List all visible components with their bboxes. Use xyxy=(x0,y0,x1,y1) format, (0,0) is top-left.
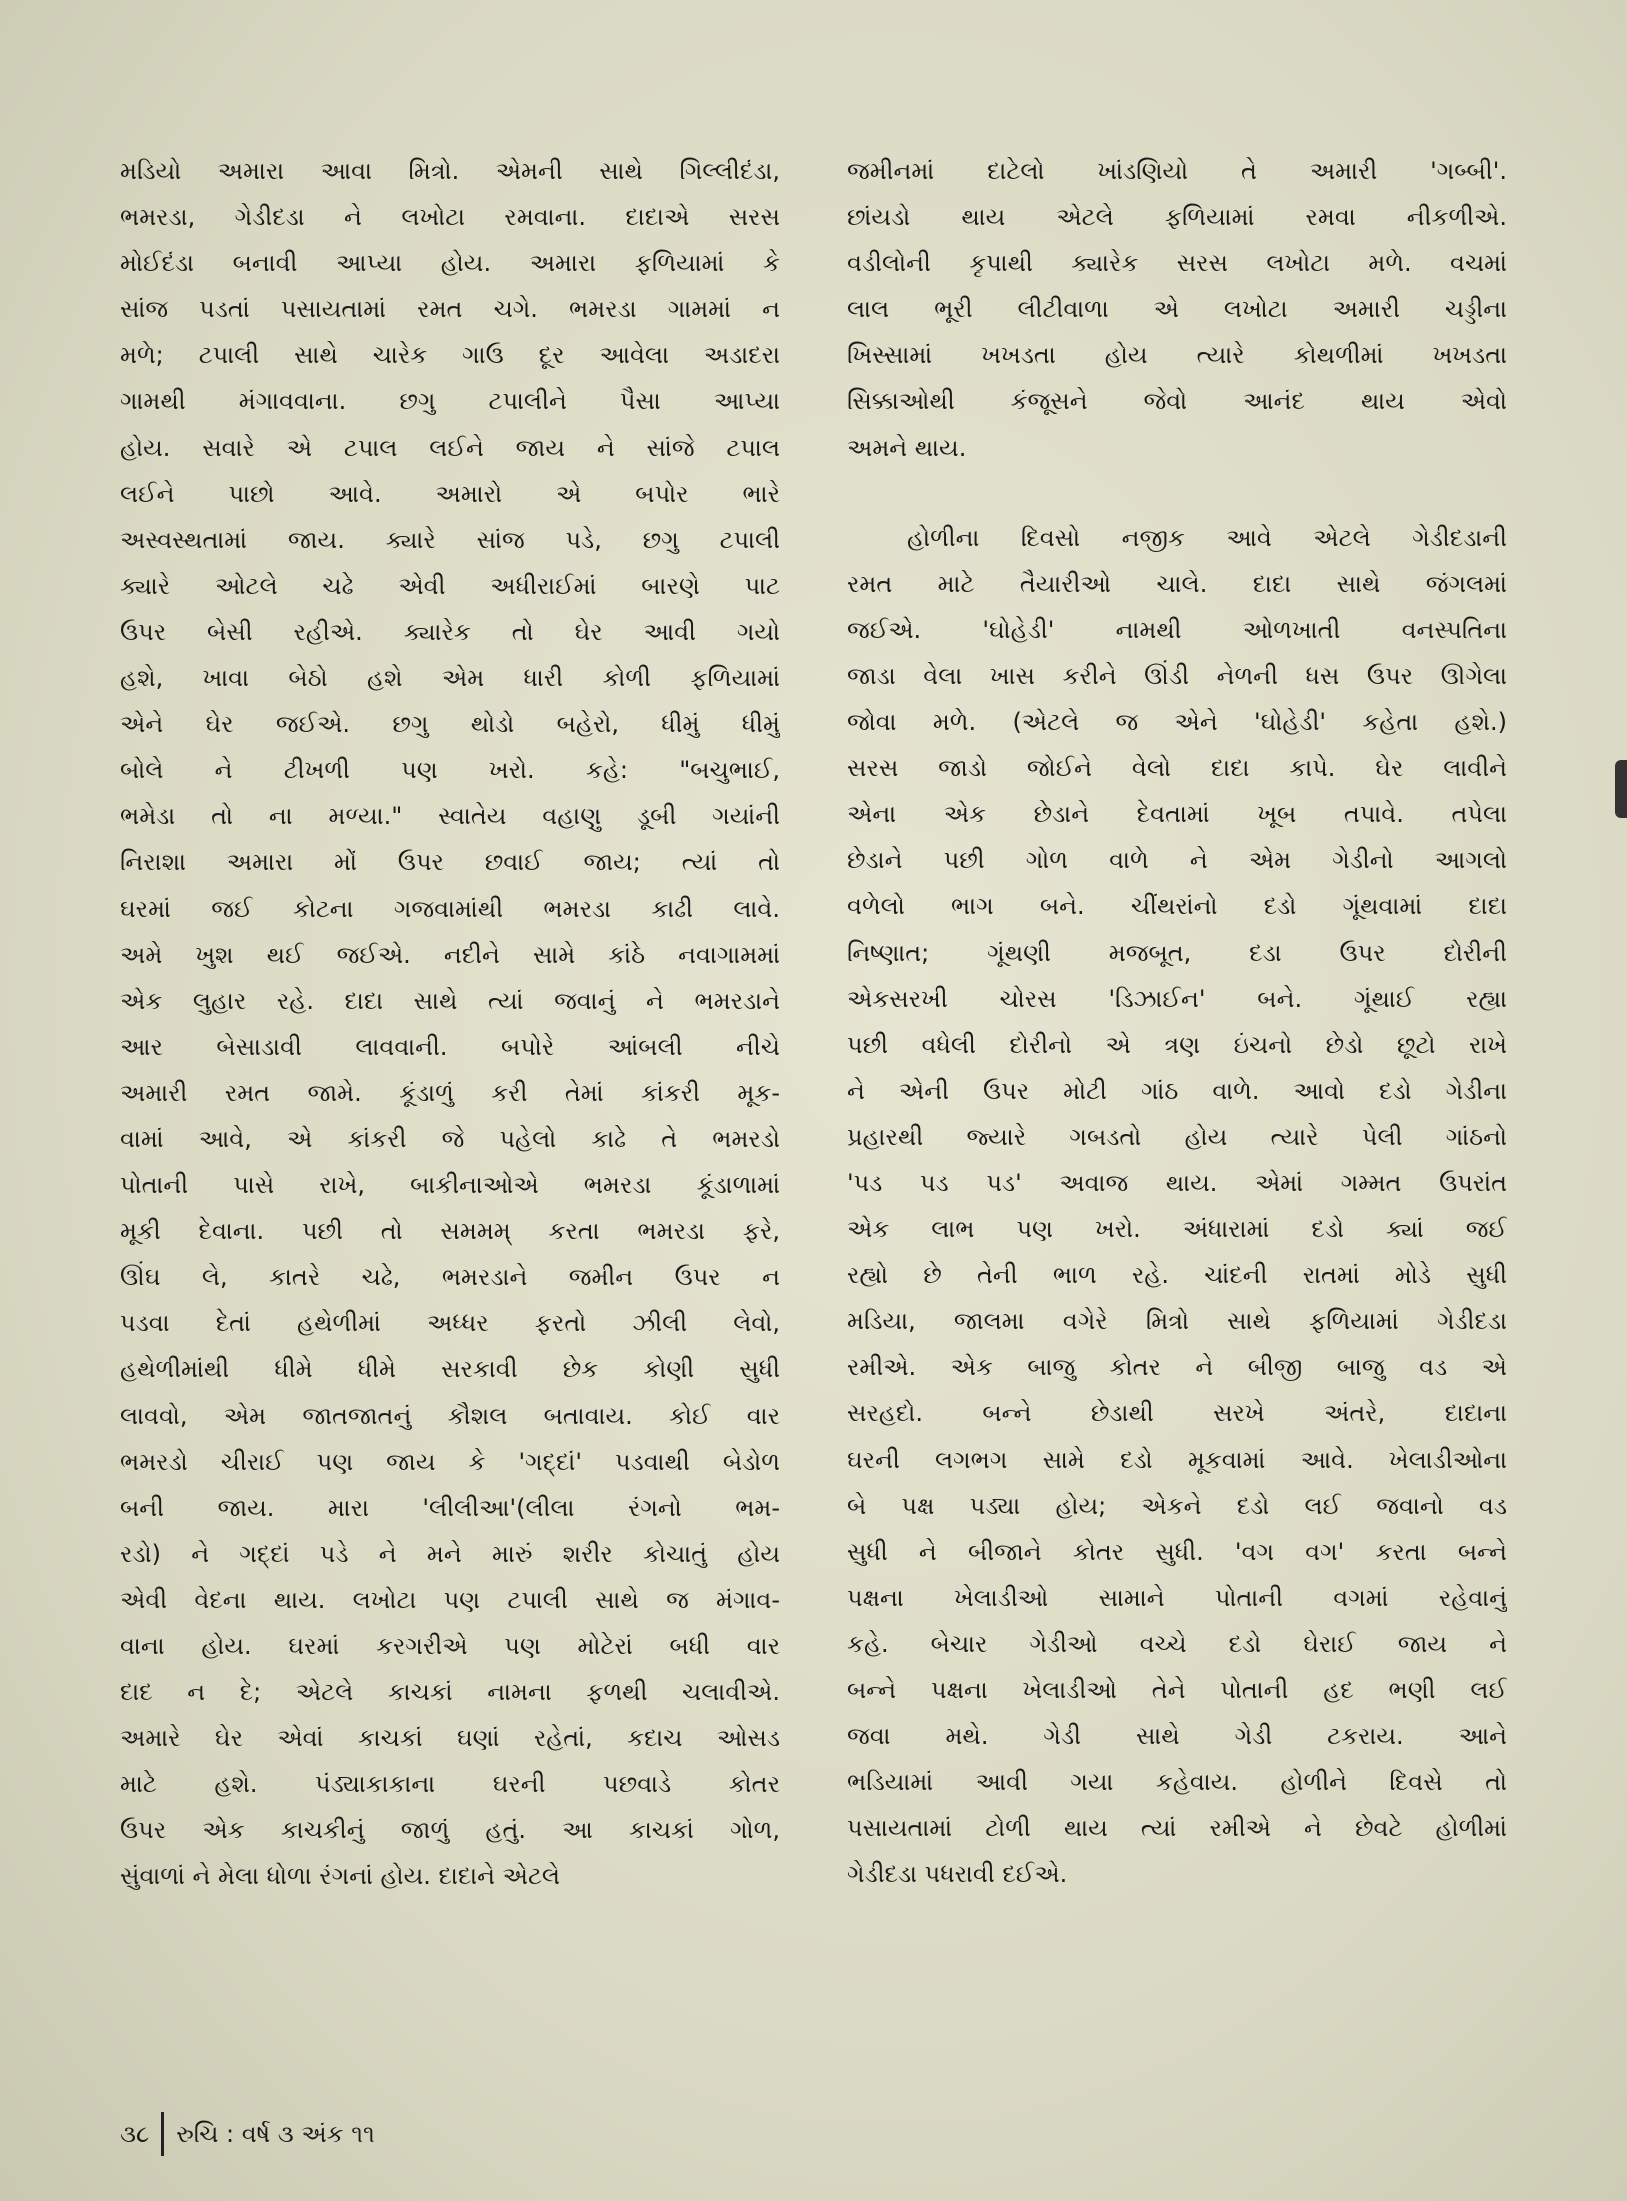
text-line: મોઈદંડા બનાવી આપ્યા હોય. અમારા ફળિયામાં કે xyxy=(120,249,780,278)
text-line: લઈને પાછો આવે. અમારો એ બપોર ભારે xyxy=(120,479,780,508)
text-line: સાંજ પડતાં પસાયતામાં રમત ચગે. ભમરડા ગામમાં ન xyxy=(120,295,780,324)
page-number: ૩૮ xyxy=(120,2120,150,2148)
text-line: એના એક છેડાને દેવતામાં ખૂબ તપાવે. તપેલા xyxy=(847,800,1507,829)
text-line: જાડા વેલા ખાસ કરીને ઊંડી નેળની ધસ ઉપર ઊગેલા xyxy=(847,661,1507,690)
text-line: ઘરની લગભગ સામે દડો મૂકવામાં આવે. ખેલાડીઓના xyxy=(847,1445,1507,1474)
text-line: બની જાય. મારા 'લીલીઆ'(લીલા રંગનો ભમ- xyxy=(120,1493,780,1522)
text-line: ક્યારે ઓટલે ચઢે એવી અધીરાઈમાં બારણે પાટ xyxy=(120,571,780,600)
text-line: અસ્વસ્થતામાં જાય. ક્યારે સાંજ પડે, છગુ ટપાલી xyxy=(120,525,780,554)
text-line: સરસ જાડો જોઈને વેલો દાદા કાપે. ઘેર લાવીને xyxy=(847,754,1507,783)
text-line: રડો) ને ગદ્દાં પડે ને મને મારું શરીર કોચાતું હોય xyxy=(120,1539,780,1568)
text-line: જોવા મળે. (એટલે જ એને 'ઘોહેડી' કહેતા હશે.) xyxy=(847,708,1507,737)
text-line: છેડાને પછી ગોળ વાળે ને એમ ગેડીનો આગલો xyxy=(847,846,1507,875)
text-line: મૂકી દેવાના. પછી તો સમમમ્ કરતા ભમરડા ફરે, xyxy=(120,1217,780,1246)
text-line: મડિયો અમારા આવા મિત્રો. એમની સાથે ગિલ્લીદંડા, xyxy=(120,157,780,185)
text-line: મડિયા, જાલમા વગેરે મિત્રો સાથે ફળિયામાં ગેડીદડા xyxy=(847,1307,1507,1336)
text-line: ઉપર બેસી રહીએ. ક્યારેક તો ઘેર આવી ગયો xyxy=(120,617,780,646)
text-line: જમીનમાં દાટેલો ખાંડણિયો તે અમારી 'ગબ્બી'. xyxy=(847,157,1507,185)
text-line: પડવા દેતાં હથેળીમાં અધ્ધર ફરતો ઝીલી લેવો, xyxy=(120,1309,780,1338)
text-line: સુધી ને બીજાને કોતર સુધી. 'વગ વગ' કરતા બન્ને xyxy=(847,1537,1507,1566)
text-line: બે પક્ષ પડ્યા હોય; એકને દડો લઈ જવાનો વડ xyxy=(847,1491,1507,1520)
text-line: બોલે ને ટીખળી પણ ખરો. કહે: "બચુભાઈ, xyxy=(120,756,780,785)
text-line: બન્ને પક્ષના ખેલાડીઓ તેને પોતાની હદ ભણી લઈ xyxy=(847,1676,1507,1704)
text-line: મળે; ટપાલી સાથે ચારેક ગાઉ દૂર આવેલા અડાદરા xyxy=(120,341,780,370)
text-line: પસાયતામાં ટોળી થાય ત્યાં રમીએ ને છેવટે હોળીમાં xyxy=(847,1814,1507,1843)
right-paragraph-2 xyxy=(847,515,1507,1898)
text-line: હોય. સવારે એ ટપાલ લઈને જાય ને સાંજે ટપાલ xyxy=(120,433,780,462)
text-line: હથેળીમાંથી ધીમે ધીમે સરકાવી છેક કોણી સુધી xyxy=(120,1355,780,1384)
text-line: રમત માટે તૈયારીઓ ચાલે. દાદા સાથે જંગલમાં xyxy=(847,569,1507,598)
text-line: અમે ખુશ થઈ જઈએ. નદીને સામે કાંઠે નવાગામમાં xyxy=(120,940,780,969)
text-line: રહ્યો છે તેની ભાળ રહે. ચાંદની રાતમાં મોડે સુધી xyxy=(847,1261,1507,1290)
right-column xyxy=(847,148,1507,1923)
text-line: આર બેસાડાવી લાવવાની. બપોરે આંબલી નીચે xyxy=(120,1032,780,1061)
text-line: નિષ્ણાત; ગૂંથણી મજબૂત, દડા ઉપર દોરીની xyxy=(847,938,1507,967)
text-line: નિરાશા અમારા મોં ઉપર છવાઈ જાય; ત્યાં તો xyxy=(120,848,780,877)
text-line: દાદ ન દે; એટલે કાચકાં નામના ફળથી ચલાવીએ. xyxy=(120,1678,780,1707)
text-line: વામાં આવે, એ કાંકરી જે પહેલો કાઢે તે ભમરડો xyxy=(120,1124,780,1153)
text-line: ભમરડો ચીરાઈ પણ જાય કે 'ગદ્દાં' પડવાથી બેડોળ xyxy=(120,1447,780,1476)
text-line: કહે. બેચાર ગેડીઓ વચ્ચે દડો ઘેરાઈ જાય ને xyxy=(847,1629,1507,1658)
text-line: એવી વેદના થાય. લખોટા પણ ટપાલી સાથે જ મંગાવ- xyxy=(120,1585,780,1614)
right-paragraph-1 xyxy=(847,148,1507,471)
text-line: વળેલો ભાગ બને. ચીંથરાંનો દડો ગૂંથવામાં દાદા xyxy=(847,892,1507,921)
text-line: વડીલોની કૃપાથી ક્યારેક સરસ લખોટા મળે. વચમાં xyxy=(847,249,1507,278)
text-line: ખિસ્સામાં ખખડતા હોય ત્યારે કોથળીમાં ખખડતા xyxy=(847,341,1507,370)
text-line: ગામથી મંગાવવાના. છગુ ટપાલીને પૈસા આપ્યા xyxy=(120,387,780,416)
left-column xyxy=(120,148,780,1900)
text-line: એકસરખી ચોરસ 'ડિઝાઈન' બને. ગૂંથાઈ રહ્યા xyxy=(847,984,1507,1013)
text-line: અમને થાય. xyxy=(847,433,967,462)
text-line: માટે હશે. પંડ્યાકાકાના ઘરની પછવાડે કોતર xyxy=(120,1770,780,1799)
text-line: છાંયડો થાય એટલે ફળિયામાં રમવા નીકળીએ. xyxy=(847,203,1507,232)
text-line: ભડિયામાં આવી ગયા કહેવાય. હોળીને દિવસે તો xyxy=(847,1768,1507,1797)
text-line: જઈએ. 'ઘોહેડી' નામથી ઓળખાતી વનસ્પતિના xyxy=(847,615,1507,644)
text-line: પોતાની પાસે રાખે, બાકીનાઓએ ભમરડા કૂંડાળામાં xyxy=(120,1171,780,1200)
text-line: વાના હોય. ઘરમાં કરગરીએ પણ મોટેરાં બધી વાર xyxy=(120,1632,780,1660)
page-footer xyxy=(120,2112,375,2156)
text-line: સિક્કાઓથી કંજૂસને જેવો આનંદ થાય એવો xyxy=(847,387,1507,416)
text-line: રમીએ. એક બાજુ કોતર ને બીજી બાજુ વડ એ xyxy=(847,1353,1507,1382)
text-line: સરહદો. બન્ને છેડાથી સરખે અંતરે, દાદાના xyxy=(847,1399,1507,1428)
footer-divider xyxy=(161,2112,164,2156)
text-line: ગેડીદડા પધરાવી દઈએ. xyxy=(847,1860,1068,1889)
text-line: હશે, ખાવા બેઠો હશે એમ ધારી કોળી ફળિયામાં xyxy=(120,664,780,693)
text-line: પ્રહારથી જ્યારે ગબડતો હોય ત્યારે પેલી ગાંઠનો xyxy=(847,1122,1507,1151)
text-line: ઉપર એક કાચકીનું જાળું હતું. આ કાચકાં ગોળ, xyxy=(120,1816,780,1845)
text-line: એક લાભ પણ ખરો. અંધારામાં દડો ક્યાં જઈ xyxy=(847,1215,1507,1244)
text-line: ઘરમાં જઈ કોટના ગજવામાંથી ભમરડા કાઢી લાવે. xyxy=(120,894,780,923)
text-line: લાવવો, એમ જાતજાતનું કૌશલ બતાવાય. કોઈ વાર xyxy=(120,1401,780,1430)
text-line: ભમેડા તો ના મળ્યા." સ્વાતેય વહાણુ ડૂબી ગયાંની xyxy=(120,802,780,831)
text-line: જવા મથે. ગેડી સાથે ગેડી ટકરાય. આને xyxy=(847,1722,1507,1751)
text-line: સુંવાળાં ને મેલા ધોળા રંગનાં હોય. દાદાને એટલે xyxy=(120,1862,561,1891)
page-edge-tab xyxy=(1615,760,1627,818)
magazine-issue: રુચિ : વર્ષ ૩ અંક ૧૧ xyxy=(176,2120,375,2148)
text-line: હોળીના દિવસો નજીક આવે એટલે ગેડીદડાની xyxy=(907,523,1507,552)
text-line: એને ઘેર જઈએ. છગુ થોડો બહેરો, ધીમું ધીમું xyxy=(120,710,780,739)
text-line: પછી વધેલી દોરીનો એ ત્રણ ઇંચનો છેડો છૂટો રાખે xyxy=(847,1030,1507,1059)
text-line: લાલ ભૂરી લીટીવાળા એ લખોટા અમારી ચડ્ડીના xyxy=(847,295,1507,324)
text-line: ભમરડા, ગેડીદડા ને લખોટા રમવાના. દાદાએ સરસ xyxy=(120,203,780,232)
text-line: ઊંઘ લે, કાતરે ચઢે, ભમરડાને જમીન ઉપર ન xyxy=(120,1263,780,1292)
text-line: અમારી રમત જામે. કૂંડાળું કરી તેમાં કાંકરી મૂક- xyxy=(120,1078,780,1107)
text-line: 'પડ પડ પડ' અવાજ થાય. એમાં ગમ્મત ઉપરાંત xyxy=(847,1168,1507,1197)
text-line: ને એની ઉપર મોટી ગાંઠ વાળે. આવો દડો ગેડીના xyxy=(847,1076,1507,1105)
text-line: પક્ષના ખેલાડીઓ સામાને પોતાની વગમાં રહેવાનું xyxy=(847,1583,1507,1612)
text-line: એક લુહાર રહે. દાદા સાથે ત્યાં જવાનું ને ભમરડાને xyxy=(120,986,780,1015)
text-line: અમારે ઘેર એવાં કાચકાં ઘણાં રહેતાં, કદાચ ઓસડ xyxy=(120,1724,780,1753)
